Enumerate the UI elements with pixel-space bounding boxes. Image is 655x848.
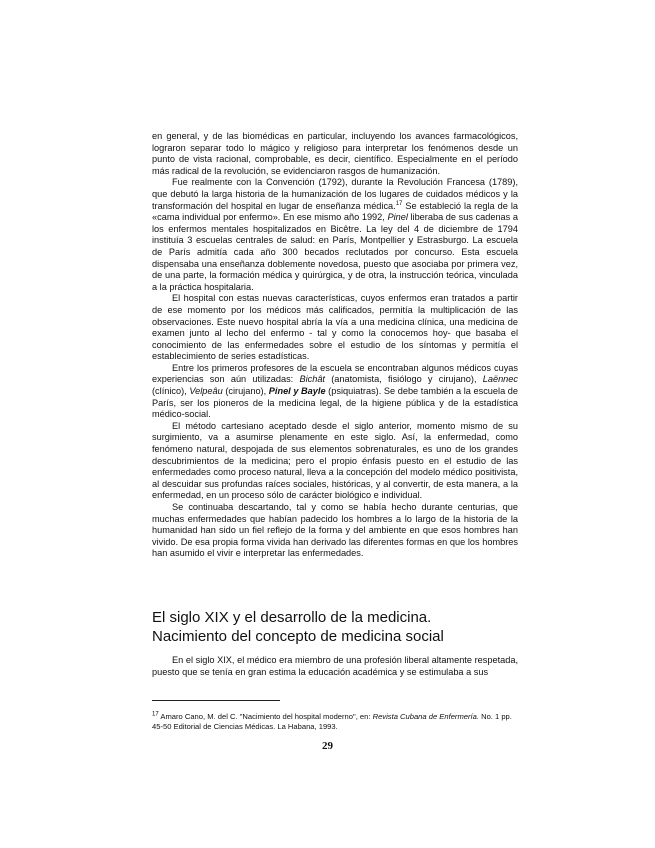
text-run: Velpeâu (189, 386, 223, 397)
footnote-number: 17 (152, 711, 159, 718)
text-run: Bichât (299, 374, 325, 385)
footnote (152, 712, 518, 732)
paragraph (152, 293, 518, 363)
footnote-text-b: No. 1 pp. 45-50 Editorial de Ciencias Médicas. La Habana, 1993. (152, 712, 512, 731)
text-run: (psiquiatras). Se debe también a la escuela de París, ser los pioneros de la medicina legal, de la higiene pública y de la estadística médico-social. (152, 386, 519, 420)
text-run: (clínico), (152, 386, 190, 397)
footnote-divider (152, 700, 280, 701)
text-run: Pinel y Bayle (268, 386, 326, 397)
text-run: Se continuaba descartando, tal y como se había hecho durante centurias, que muchas enfermedades que habían padecido los hombres a lo largo de la historia de la humanidad han sido un fiel reflejo de la forma y del ambiente en que esos hombres han vivido. De esa propia forma vivida han derivado las diferentes formas en que los hombres han asumido el vivir e interpretar las enfermedades. (152, 502, 518, 559)
paragraph (152, 177, 518, 293)
body-text-block-2 (152, 655, 518, 678)
section-heading (152, 608, 532, 646)
page-number: 29 (322, 740, 333, 752)
footnote-text-a: Amaro Cano, M. del C. "Nacimiento del hospital moderno", en: (158, 712, 373, 721)
text-run: Pinel (387, 212, 408, 223)
footnote-ref: 17 (395, 200, 403, 207)
paragraph (152, 421, 518, 502)
section-heading-line-1: El siglo XIX y el desarrollo de la medicina. (152, 609, 432, 626)
text-run: El método cartesiano aceptado desde el siglo anterior, momento mismo de su surgimiento, va a asumirse plenamente en este siglo. Así, la enfermedad, como fenómeno natural, despojada de sus elementos sobrenaturales, es uno de los grandes descubrimientos de la medicina; pero el propio énfasis puesto en el estudio de las enfermedades como proceso natural, lleva a la concepción del modelo médico positivista, al descuidar sus profundas raíces sociales, históricas, y al convertir, de esta manera, a la enfermedad, en un proceso sólo de carácter biológico e individual. (152, 420, 518, 501)
text-run: El hospital con estas nuevas características, cuyos enfermos eran tratados a partir de ese momento por los médicos más calificados, permitía la multiplicación de las observaciones. Este nuevo hospital abría la vía a una medicina clínica, una medicina de examen junto al lecho del enfermo - tal y como la conocemos hoy- que basaba el conocimiento de las enfermedades sobre el estudio de los síntomas y permitía el establecimiento de series estadísticas. (152, 293, 518, 362)
text-run: En el siglo XIX, el médico era miembro de una profesión liberal altamente respetada, puesto que se tenía en gran estima la educación académica y se estimulaba a sus (152, 655, 518, 677)
paragraph (152, 655, 518, 678)
paragraph (152, 363, 518, 421)
text-run: (anatomista, fisiólogo y cirujano), (325, 374, 483, 385)
text-run: Fue realmente con la Convención (1792), durante la Revolución Francesa (1789), que debutó la larga historia de la humanización de los lugares de cuidados médicos y la transformación del hospital en lugar de enseñanza médica. (152, 177, 518, 211)
body-text-block (152, 131, 518, 560)
text-run: Laënnec (482, 374, 518, 385)
section-heading-line-2: Nacimiento del concepto de medicina social (152, 628, 444, 645)
text-run: Se estableció la regla de la «cama individual por enfermo». En ese mismo año 1992, (152, 200, 518, 223)
paragraph (152, 131, 518, 177)
text-run: Entre los primeros profesores de la escuela se encontraban algunos médicos cuyas experiencias son aún utilizadas: (152, 362, 518, 385)
footnote-journal: Revista Cubana de Enfermería. (372, 712, 479, 721)
text-run: liberaba de sus cadenas a los enfermos mentales hospitalizados en Bicêtre. La ley del 4 de diciembre de 1794 instituía 3 escuelas centrales de salud: en París, Montpellier y Estrasburgo. La escuela de París admitía cada año 300 becados reclutados por concurso. Esta escuela dispensaba una enseñanza doblemente novedosa, puesto que asociaba por primera vez, de una parte, la formación médica y quirúrgica, y de otra, la instrucción teórica, vinculada a la práctica hospitalaria. (152, 212, 518, 292)
paragraph (152, 502, 518, 560)
text-run: (cirujano), (222, 386, 269, 397)
text-run: en general, y de las biomédicas en particular, incluyendo los avances farmacológicos, lograron separar todo lo mágico y religioso para interpretar los fenómenos desde un punto de vista racional, comprobable, es decir, científico. Especialmente en el período más radical de la revolución, se evidenciaron rasgos de humanización. (152, 131, 518, 176)
